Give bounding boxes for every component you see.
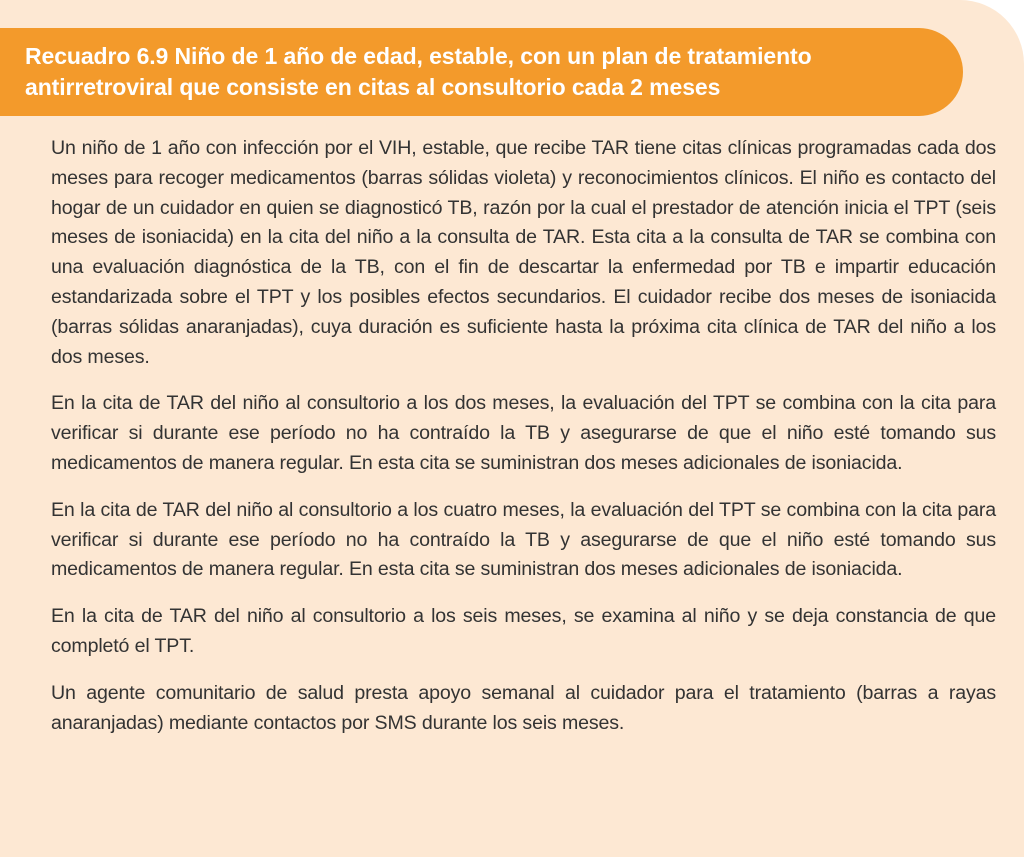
paragraph-3: En la cita de TAR del niño al consultorio a los cuatro meses, la evaluación del TPT se combina con la cita para verificar si durante ese período no ha contraído la TB y asegurarse de que el niño esté tomando sus medicamentos de manera regular. En esta cita se suministran dos meses adicionales de isoniacida. [51,498,996,581]
paragraph-2: En la cita de TAR del niño al consultorio a los dos meses, la evaluación del TPT se combina con la cita para verificar si durante ese período no ha contraído la TB y asegurarse de que el niño esté tomando sus medicamentos de manera regular. En esta cita se suministran dos meses adicionales de isoniacida. [51,392,996,474]
box-header [0,28,963,116]
box-content [51,134,996,738]
paragraph-1: Un niño de 1 año con infección por el VIH, estable, que recibe TAR tiene citas clínicas programadas cada dos meses para recoger medicamentos (barras sólidas violeta) y reconocimientos clínicos. El niño es contacto del hogar de un cuidador en quien se diagnosticó TB, razón por la cual el prestador de atención inicia el TPT (seis meses de isoniacida) en la cita del niño a la consulta de TAR. Esta cita a la consulta de TAR se combina con una evaluación diagnóstica de la TB, con el fin de descartar la enfermedad por TB e impartir educación estandarizada sobre el TPT y los posibles efectos secundarios. El cuidador recibe dos meses de isoniacida (barras sólidas anaranjadas), cuya duración es suficiente hasta la próxima cita clínica de TAR del niño a los dos meses. [51,137,996,368]
paragraph-5: Un agente comunitario de salud presta apoyo semanal al cuidador para el tratamiento (barras a rayas anaranjadas) mediante contactos por SMS durante los seis meses. [51,681,996,734]
box-title: Recuadro 6.9 Niño de 1 año de edad, estable, con un plan de tratamiento antirretroviral que consiste en citas al consultorio cada 2 meses [25,43,812,100]
paragraph-4: En la cita de TAR del niño al consultorio a los seis meses, se examina al niño y se deja constancia de que completó el TPT. [51,605,996,657]
